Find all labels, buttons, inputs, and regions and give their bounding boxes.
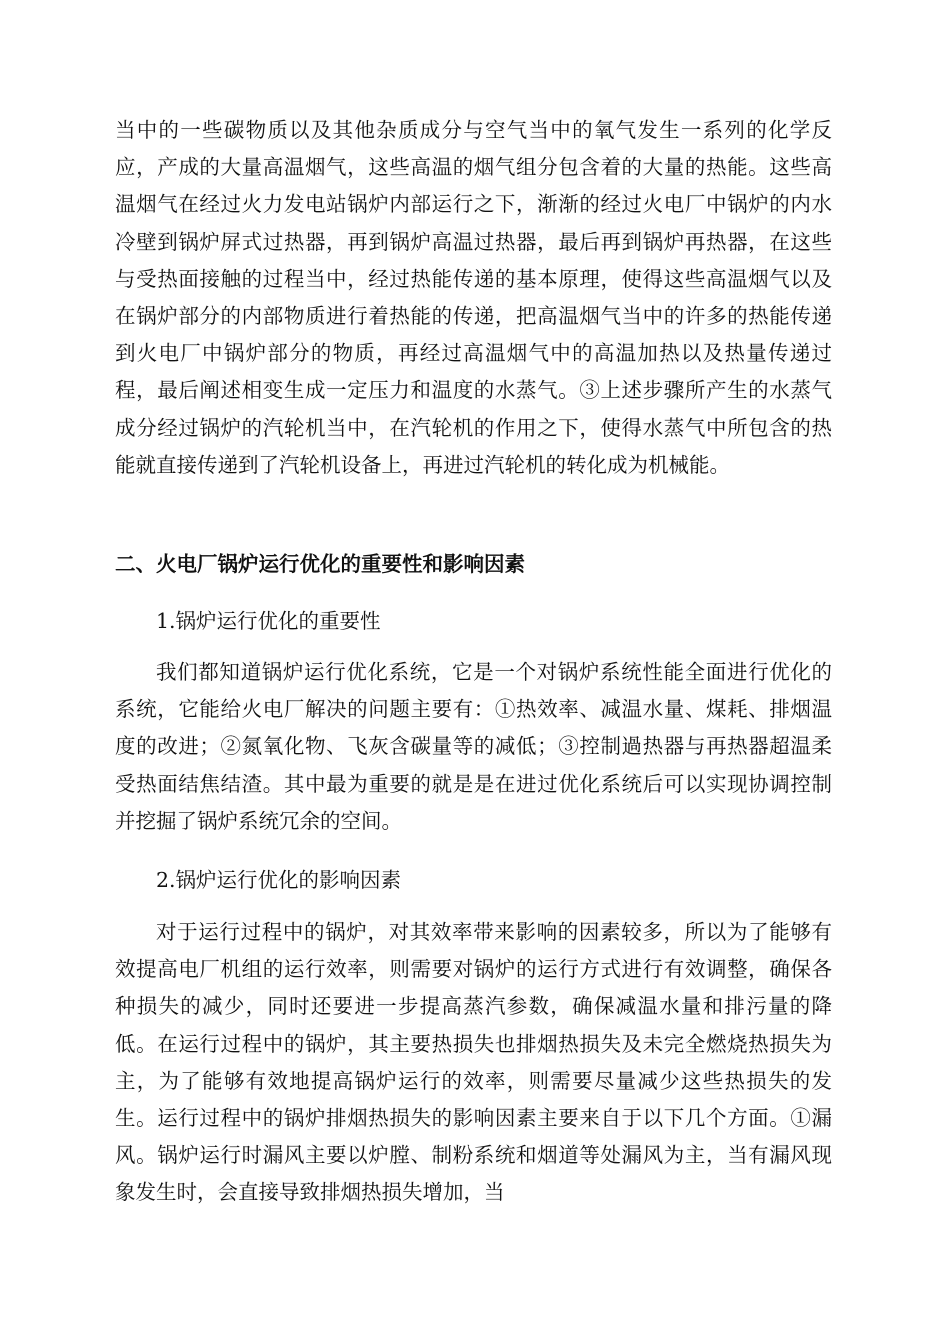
paragraph-importance: 我们都知道锅炉运行优化系统，它是一个对锅炉系统性能全面进行优化的系统，它能给火电厂解决的问题主要有：①热效率、减温水量、煤耗、排烟温度的改进；②氮氧化物、飞灰含碳量等的减低；③控制過热器与再热器超温柔受热面结焦结渣。其中最为重要的就是是在进过优化系统后可以实现协调控制并挖掘了锅炉系统冗余的空间。 — [115, 660, 832, 833]
subheading-influencing-factors: 2.锅炉运行优化的影响因素 — [156, 868, 402, 892]
paragraph-boiler-process: 当中的一些碳物质以及其他杂质成分与空气当中的氧气发生一系列的化学反应，产成的大量高温烟气，这些高温的烟气组分包含着的大量的热能。这些高温烟气在经过火力发电站锅炉内部运行之下，渐渐的经过火电厂中锅炉的内水冷壁到锅炉屏式过热器，再到锅炉高温过热器，最后再到锅炉再热器，在这些与受热面接触的过程当中，经过热能传递的基本原理，使得这些高温烟气以及在锅炉部分的内部物质进行着热能的传递，把高温烟气当中的许多的热能传递到火电厂中锅炉部分的物质，再经过高温烟气中的高温加热以及热量传递过程，最后阐述相变生成一定压力和温度的水蒸气。③上述步骤所产生的水蒸气成分经过锅炉的汽轮机当中，在汽轮机的作用之下，使得水蒸气中所包含的热能就直接传递到了汽轮机设备上，再进过汽轮机的转化成为机械能。 — [115, 118, 832, 477]
section-heading-2: 二、火电厂锅炉运行优化的重要性和影响因素 — [115, 552, 525, 576]
subheading-importance: 1.锅炉运行优化的重要性 — [156, 609, 381, 633]
paragraph-influencing-factors: 对于运行过程中的锅炉，对其效率带来影响的因素较多，所以为了能够有效提高电厂机组的运行效率，则需要对锅炉的运行方式进行有效调整，确保各种损失的减少，同时还要进一步提高蒸汽参数，确保减温水量和排污量的降低。在运行过程中的锅炉，其主要热损失也排烟热损失及未完全燃烧热损失为主，为了能够有效地提高锅炉运行的效率，则需要尽量减少这些热损失的发生。运行过程中的锅炉排烟热损失的影响因素主要来自于以下几个方面。①漏风。锅炉运行时漏风主要以炉膛、制粉系统和烟道等处漏风为主，当有漏风现象发生时，会直接导致排烟热损失增加，当 — [115, 920, 832, 1205]
